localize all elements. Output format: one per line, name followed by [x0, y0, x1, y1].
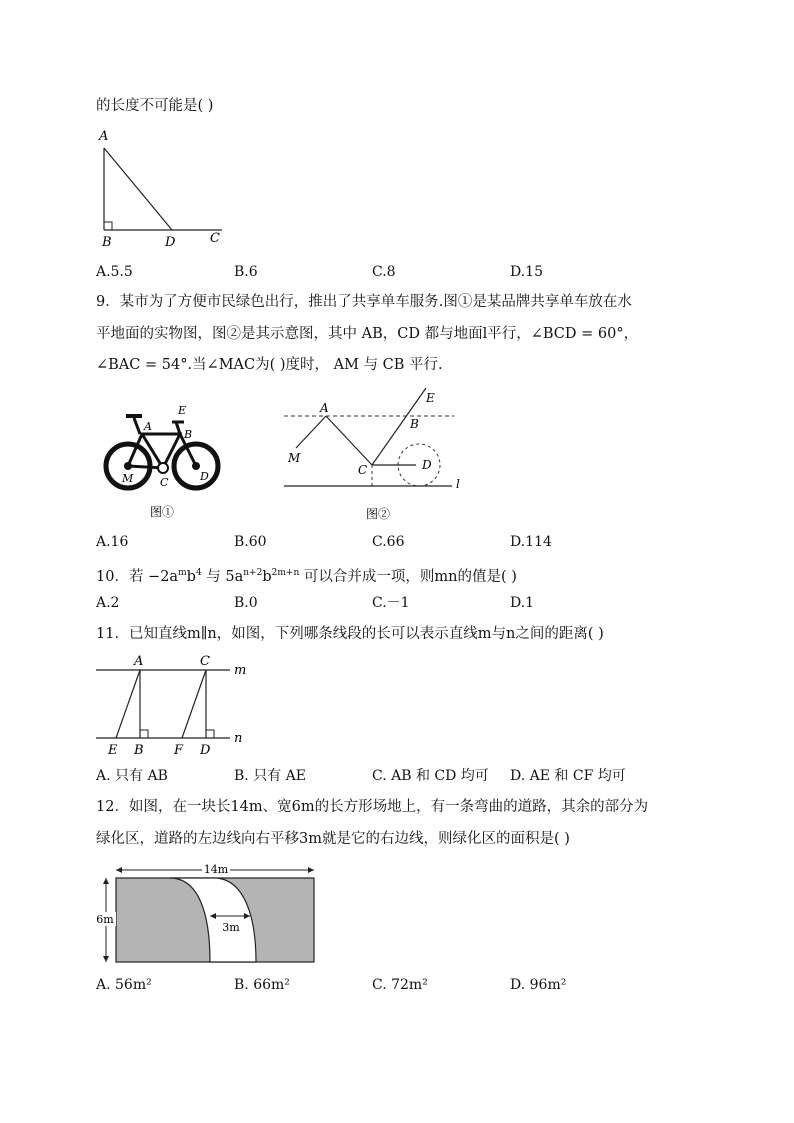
q10-option-d[interactable]: D.1 — [510, 595, 535, 611]
q11-label-b: B — [134, 743, 144, 758]
q9-text-line1: 9．某市为了方便市民绿色出行，推出了共享单车服务.图①是某品牌共享单车放在水 — [96, 294, 632, 310]
q9-diagram-label-d: D — [422, 458, 432, 472]
q9-diagram-label-b: B — [410, 417, 419, 431]
q12-field-figure — [92, 860, 322, 968]
q8-label-a: A — [99, 129, 109, 144]
q12-text-line2: 绿化区，道路的左边线向右平移3m就是它的右边线，则绿化区的面积是( ) — [96, 831, 570, 847]
q9-diagram-label-e: E — [426, 391, 435, 405]
q11-parallel-lines-figure — [92, 650, 252, 758]
q11-option-a[interactable]: A. 只有 AB — [96, 768, 168, 784]
q8-triangle-figure — [92, 124, 232, 254]
q11-option-b[interactable]: B. 只有 AE — [234, 768, 306, 784]
q12-length-label: 14m — [203, 863, 229, 876]
q8-label-d: D — [165, 235, 176, 250]
q8-option-c[interactable]: C.8 — [372, 264, 396, 280]
q9-bike-label-e: E — [178, 404, 187, 417]
q11-option-d[interactable]: D. AE 和 CF 均可 — [510, 768, 626, 784]
q9-option-d[interactable]: D.114 — [510, 534, 552, 550]
q10-sup-2mn: 2m+n — [271, 568, 300, 578]
q11-label-n: n — [234, 731, 243, 746]
q8-option-d[interactable]: D.15 — [510, 264, 543, 280]
q9-diagram-label-l: l — [456, 477, 460, 491]
q11-label-a: A — [134, 654, 144, 669]
q8-label-c: C — [210, 231, 220, 246]
q9-option-a[interactable]: A.16 — [96, 534, 129, 550]
q9-diagram-label-a: A — [320, 401, 329, 415]
q9-option-b[interactable]: B.60 — [234, 534, 267, 550]
q10-text-e: 可以合并成一项，则mn的值是( ) — [299, 568, 517, 585]
q9-bike-label-c: C — [160, 476, 169, 489]
q9-bicycle-figure — [98, 398, 228, 524]
q10-option-a[interactable]: A.2 — [96, 595, 120, 611]
q11-label-m: m — [234, 663, 247, 678]
q9-bike-label-m: M — [122, 472, 134, 485]
q9-text-line3: ∠BAC = 54°.当∠MAC为( )度时， AM 与 CB 平行. — [96, 357, 443, 373]
q8-question-tail: 的长度不可能是( ) — [96, 98, 214, 114]
q9-fig1-caption: 图① — [150, 505, 175, 519]
q11-label-e: E — [108, 743, 118, 758]
q9-bike-label-b: B — [184, 428, 193, 441]
q10-question — [96, 563, 517, 587]
q10-text-b: b — [186, 568, 196, 585]
q8-option-b[interactable]: B.6 — [234, 264, 258, 280]
q9-bike-label-a: A — [144, 420, 152, 433]
q9-diagram-figure — [276, 384, 476, 524]
q12-option-b[interactable]: B. 66m² — [234, 977, 290, 993]
q12-text-line1: 12．如图，在一块长14m、宽6m的长方形场地上，有一条弯曲的道路，其余的部分为 — [96, 799, 649, 815]
q10-text-d: b — [262, 568, 272, 585]
q12-option-c[interactable]: C. 72m² — [372, 977, 428, 993]
q9-option-c[interactable]: C.66 — [372, 534, 405, 550]
q10-text-c: 与 5a — [201, 568, 244, 585]
q9-fig2-caption: 图② — [366, 507, 391, 521]
q12-width-label: 6m — [96, 913, 114, 926]
q10-sup-m: m — [178, 568, 187, 578]
q10-option-b[interactable]: B.0 — [234, 595, 258, 611]
q9-diagram-label-c: C — [358, 463, 368, 477]
q12-option-d[interactable]: D. 96m² — [510, 977, 567, 993]
q8-label-b: B — [102, 235, 112, 250]
q9-text-line2: 平地面的实物图，图②是其示意图，其中 AB，CD 都与地面l平行，∠BCD = 60°， — [96, 326, 639, 342]
q12-shift-label: 3m — [222, 921, 240, 934]
q10-option-c[interactable]: C.－1 — [372, 595, 410, 611]
q11-label-c: C — [200, 654, 210, 669]
q11-label-d: D — [200, 743, 211, 758]
q8-option-a[interactable]: A.5.5 — [96, 264, 133, 280]
q11-label-f: F — [174, 743, 184, 758]
q10-text-a: 10．若 −2a — [96, 568, 179, 585]
q10-sup-4: 4 — [195, 568, 202, 578]
q12-option-a[interactable]: A. 56m² — [96, 977, 152, 993]
q10-sup-n2: n+2 — [243, 568, 263, 578]
q11-question: 11．已知直线m∥n，如图，下列哪条线段的长可以表示直线m与n之间的距离( ) — [96, 626, 604, 642]
q9-bike-label-d: D — [200, 470, 209, 483]
q9-diagram-label-m: M — [288, 451, 301, 465]
q11-option-c[interactable]: C. AB 和 CD 均可 — [372, 768, 489, 784]
